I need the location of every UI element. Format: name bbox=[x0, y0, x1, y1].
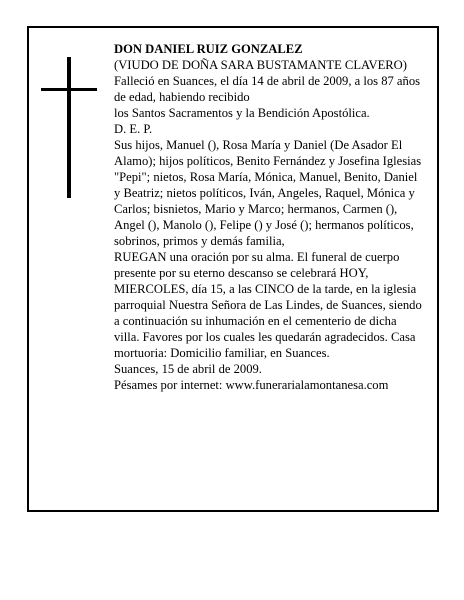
cross-icon bbox=[41, 57, 97, 198]
condolences-line: Pésames por internet: www.funerarialamontanesa.com bbox=[114, 378, 389, 392]
cross-horizontal-bar bbox=[41, 88, 97, 91]
cross-vertical-bar bbox=[67, 57, 71, 198]
notice-date: Suances, 15 de abril de 2009. bbox=[114, 362, 262, 376]
sacraments-line: los Santos Sacramentos y la Bendición Apostólica. bbox=[114, 106, 370, 120]
dep-line: D. E. P. bbox=[114, 122, 153, 136]
obituary-text bbox=[114, 41, 424, 393]
obituary-notice bbox=[27, 26, 439, 512]
deceased-name: DON DANIEL RUIZ GONZALEZ bbox=[114, 42, 303, 56]
widower-line: (VIUDO DE DOÑA SARA BUSTAMANTE CLAVERO) bbox=[114, 58, 407, 72]
family-list: Sus hijos, Manuel (), Rosa María y Daniel (De Asador El Alamo); hijos políticos, Benito Fernández y Josefina Iglesias "Pepi"; nietos, Rosa María, Mónica, Manuel, Benito, Daniel y Beatriz; nietos políticos, Iván, Angeles, Raquel, Mónica y Carlos; bisnietos, Mario y Marco; hermanos, Carmen (), Angel (), Manolo (), Felipe () y José (); hermanos políticos, sobrinos, primos y demás familia, bbox=[114, 138, 422, 248]
funeral-request: RUEGAN una oración por su alma. El funeral de cuerpo presente por su eterno descanso se celebrará HOY, MIERCOLES, día 15, a las CINCO de la tarde, en la iglesia parroquial Nuestra Señora de Las Lindes, de Suances, siendo a continuación su inhumación en el cementerio de dicha villa. Favores por los cuales les quedarán agradecidos. Casa mortuoria: Domicilio familiar, en Suances. bbox=[114, 250, 422, 360]
death-announcement: Falleció en Suances, el día 14 de abril de 2009, a los 87 años de edad, habiendo recibido bbox=[114, 74, 421, 104]
